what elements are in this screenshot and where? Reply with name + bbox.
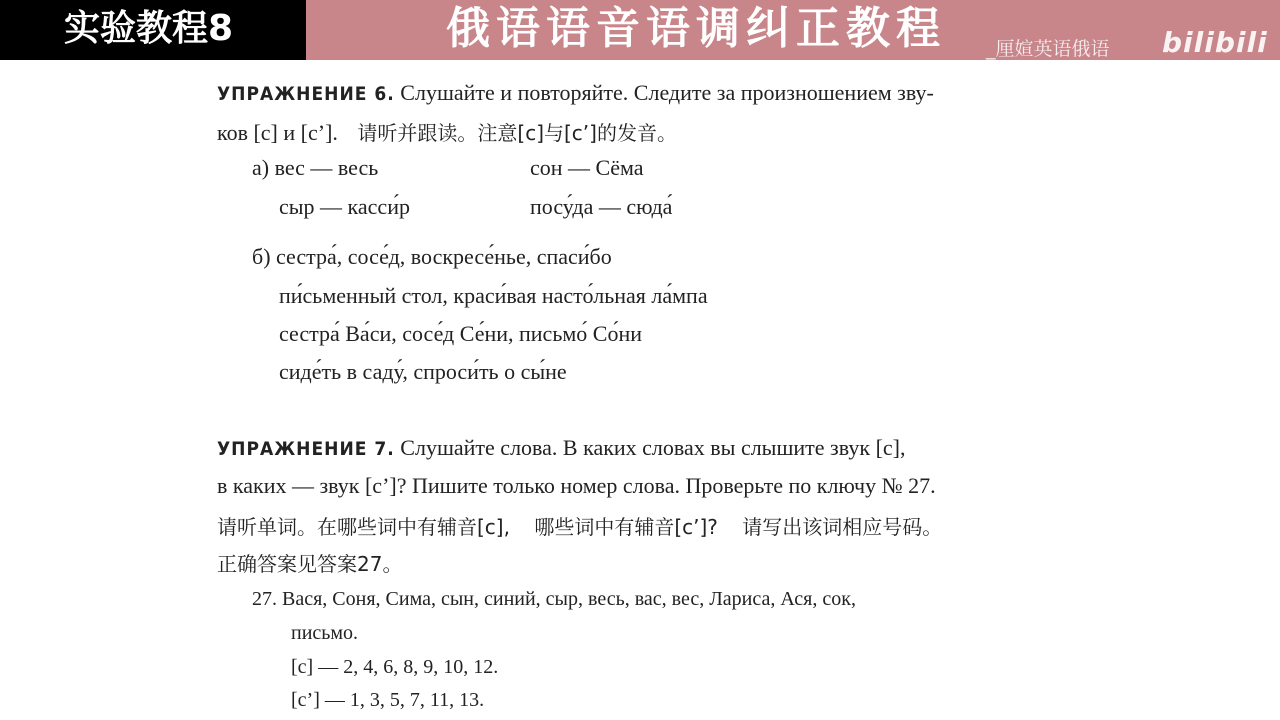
exercise-7-heading: УПРАЖНЕНИЕ 7. [217,438,395,460]
exercise-6-line-1 [217,80,934,106]
exercise-6-b-line-4: сиде́ть в саду́, спроси́ть о сы́не [279,359,567,384]
key-27-line-3: [с] — 2, 4, 6, 8, 9, 10, 12. [291,656,499,678]
exercise-7-cn-line-2: 正确答案见答案27。 [217,552,403,576]
uploader-watermark: _厘媗英语俄语 [986,38,1110,60]
exercise-6-a-row-1-left: а) вес — весь [252,155,379,180]
key-27-line-2: письмо. [291,622,359,644]
key-27-line-4: [с’] — 1, 3, 5, 7, 11, 13. [291,689,485,711]
bilibili-logo: bilibili [1162,26,1268,59]
exercise-6-b-line-3: сестра́ Ва́си, сосе́д Се́ни, письмо́ Со́ни [279,321,642,346]
video-title-bar [0,0,1280,60]
exercise-7-cn-line-1 [217,511,942,540]
exercise-7-cn-1a: 请听单词。在哪些词中有辅音[с], [217,515,510,539]
exercise-7-instruction-2: в каких — звук [с’]? Пишите только номер слова. Проверьте по ключу № 27. [217,473,936,498]
exercise-6-b-line-1: б) сестра́, сосе́д, воскресе́нье, спаси́бо [252,244,612,269]
exercise-7-line-1 [217,435,906,461]
exercise-6-instruction-2: ков [с] и [с’]. [217,120,338,145]
exercise-7-instruction-1: Слушайте слова. В каких словах вы слышите звук [с], [400,435,906,460]
exercise-6-b-line-2: пи́сьменный стол, краси́вая насто́льная ла́мпа [279,283,708,308]
exercise-6-a-row-2-right: посу́да — сюда́ [530,194,673,219]
exercise-6-a-row-1-right: сон — Сёма [530,155,644,180]
exercise-6-line-2 [217,117,677,146]
exercise-6-instruction-1: Слушайте и повторяйте. Следите за произношением зву- [400,80,934,105]
course-title-band [306,0,1280,60]
exercise-7-cn-1b: 哪些词中有辅音[с’]? [534,515,718,539]
exercise-6-heading: УПРАЖНЕНИЕ 6. [217,83,395,105]
exercise-6-instruction-cn: 请听并跟读。注意[с]与[с’]的发音。 [357,121,677,145]
exercise-6-a-row-2-left: сыр — касси́р [279,194,410,219]
key-27-line-1: 27. Вася, Соня, Сима, сын, синий, сыр, весь, вас, вес, Лариса, Ася, сок, [252,588,856,610]
exercise-7-cn-1c: 请写出该词相应号码。 [742,515,943,539]
lesson-label: 实验教程8 [0,0,306,60]
course-title: 俄语语音语调纠正教程 [446,3,946,54]
